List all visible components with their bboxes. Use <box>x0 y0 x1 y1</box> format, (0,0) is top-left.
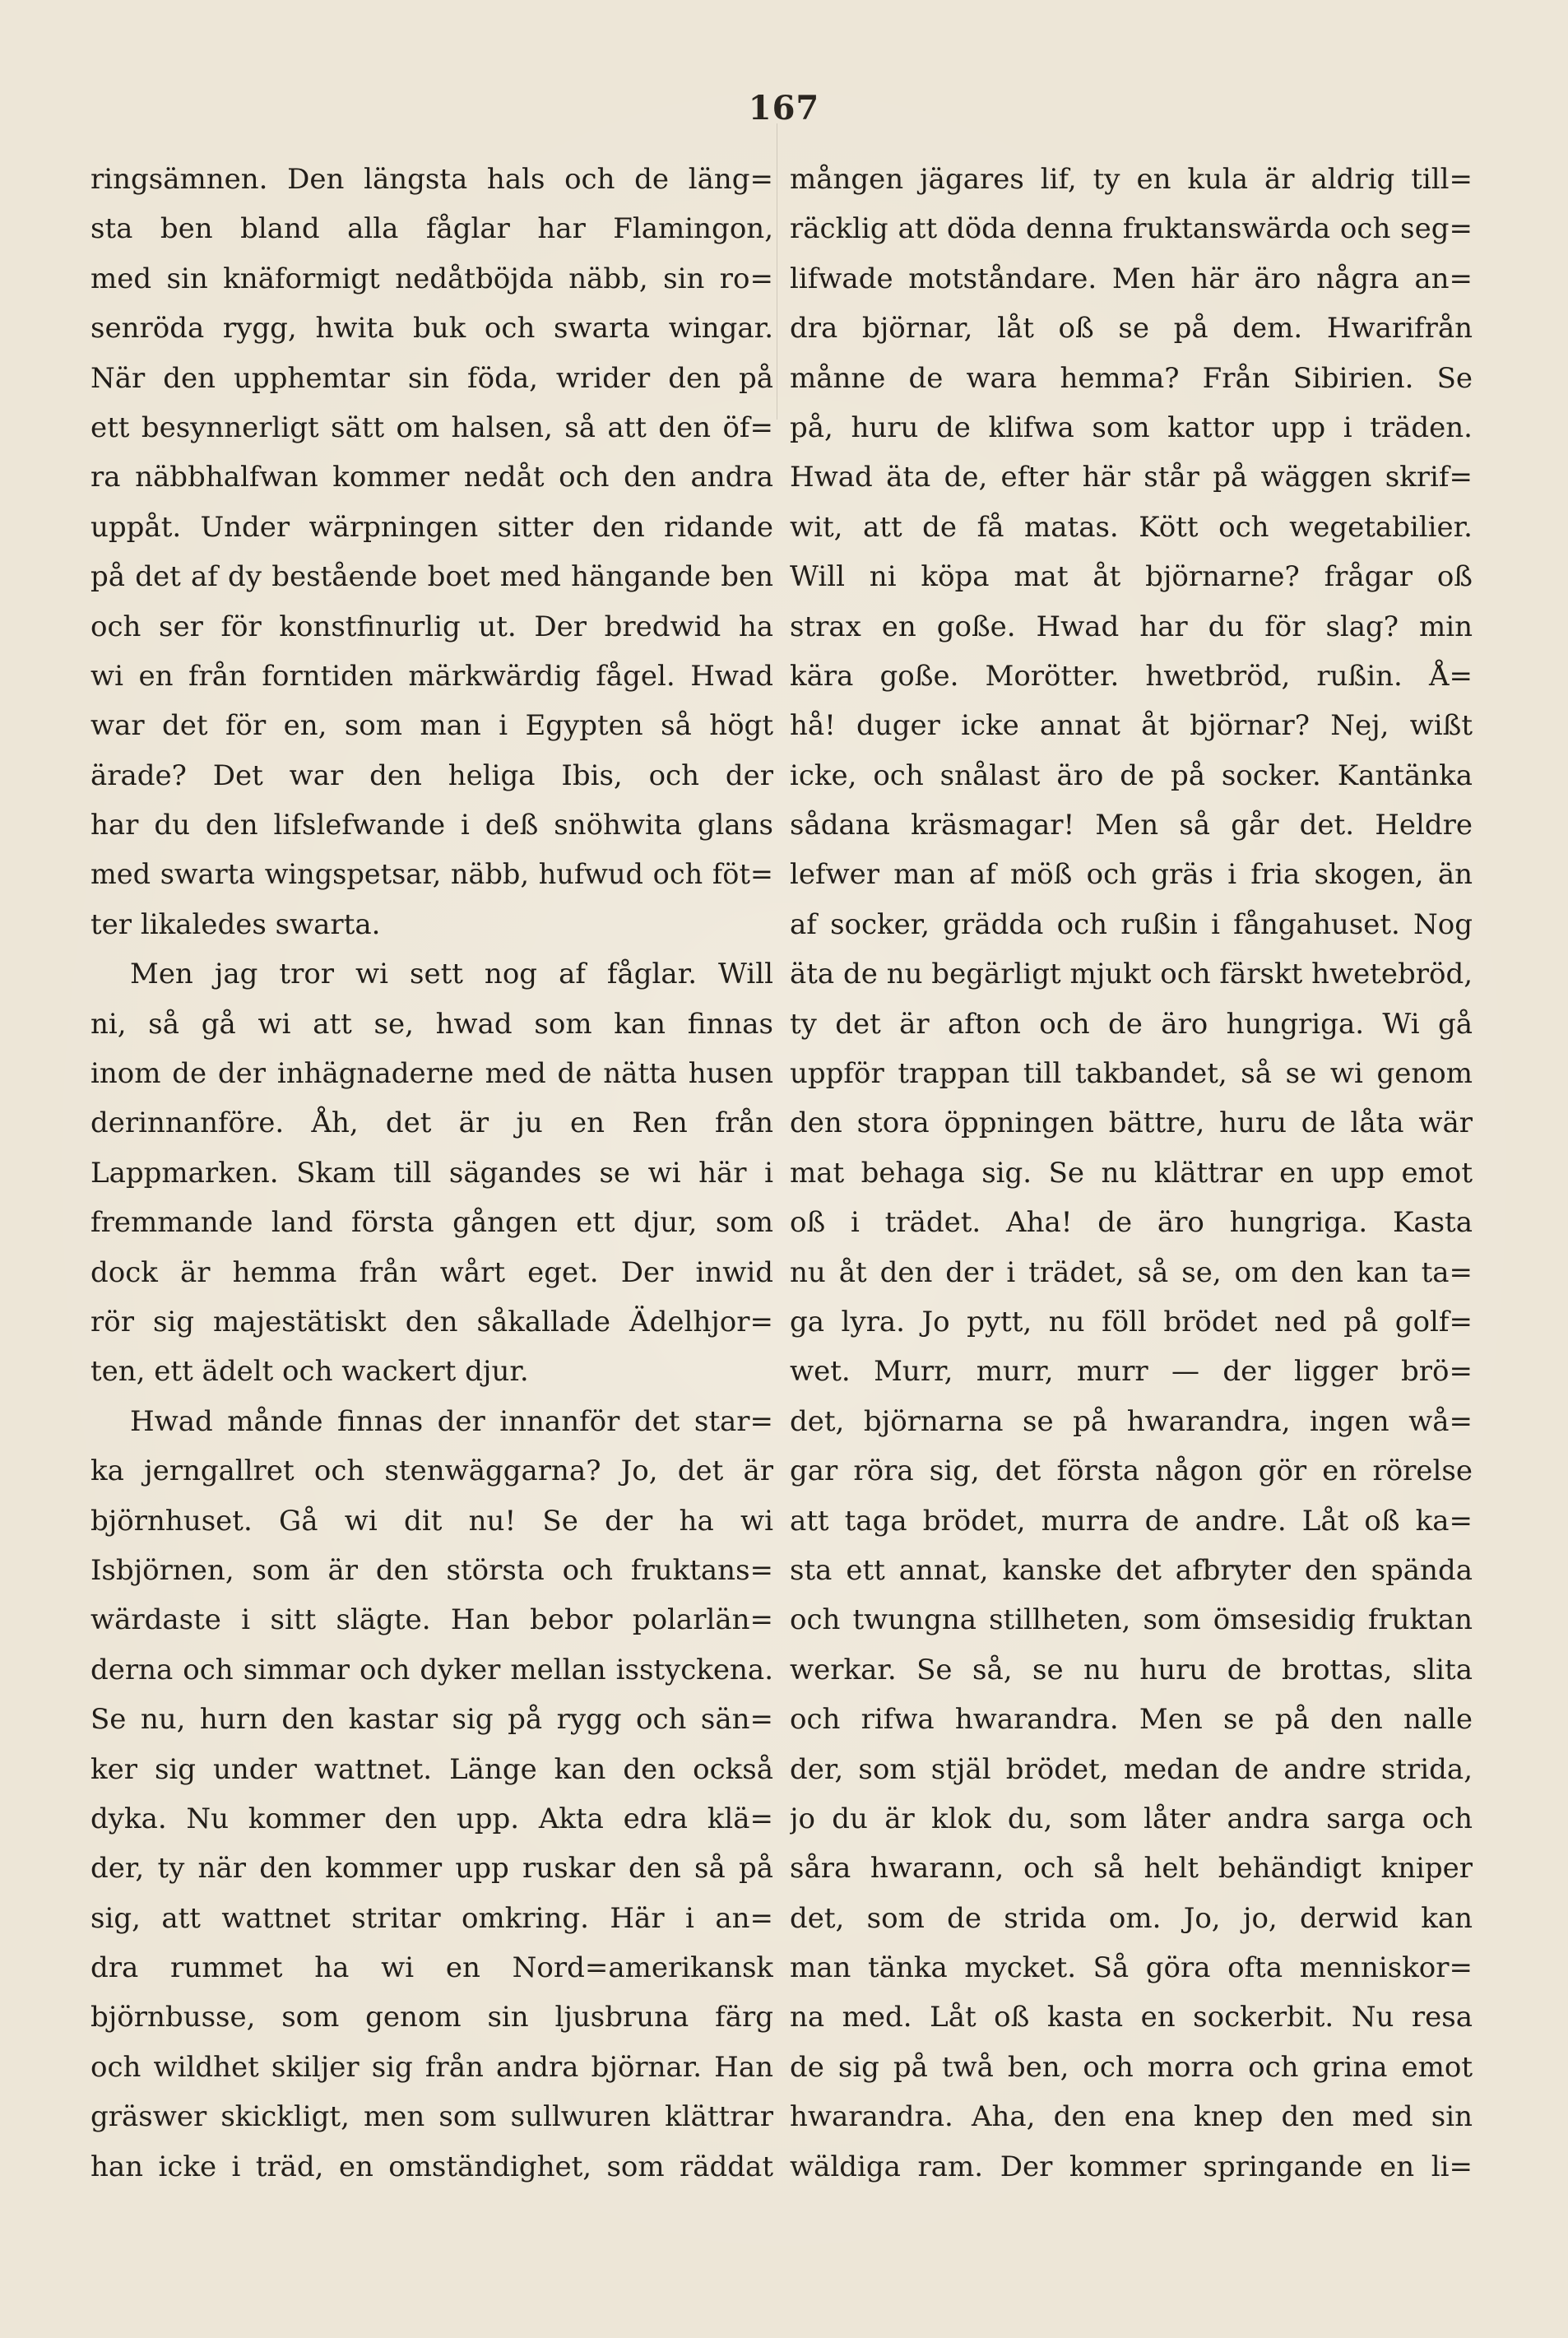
text-line: wäldiga ram. Der kommer springande en li= <box>790 2150 1473 2183</box>
text-line: lifwade motståndare. Men här äro några an= <box>790 262 1473 295</box>
text-line: wit, att de få matas. Kött och wegetabilier. <box>790 510 1473 544</box>
text-line: ten, ett ädelt och wackert djur. <box>90 1355 529 1389</box>
text-line: der, som stjäl brödet, medan de andre strida, <box>790 1752 1473 1786</box>
text-line: Hwad äta de, efter här står på wäggen skrif= <box>790 461 1473 494</box>
text-line: Lappmarken. Skam till sägandes se wi här i <box>90 1156 773 1190</box>
text-line: uppför trappan till takbandet, så se wi genom <box>790 1057 1473 1091</box>
text-line: hwarandra. Aha, den ena knep den med sin <box>790 2100 1473 2134</box>
text-line: dra björnar, låt oß se på dem. Hwarifrån <box>790 312 1473 346</box>
left-text-column <box>90 155 773 2228</box>
text-line: gar röra sig, det första någon gör en rörelse <box>790 1454 1473 1488</box>
text-line: dra rummet ha wi en Nord=amerikansk <box>90 1951 773 1985</box>
text-line: fremmande land första gången ett djur, som <box>90 1206 773 1240</box>
text-line: sig, att wattnet stritar omkring. Här i an= <box>90 1901 773 1935</box>
text-line: war det för en, som man i Egypten så högt <box>90 709 773 743</box>
text-line: äta de nu begärligt mjukt och färskt hwetebröd, <box>790 958 1473 991</box>
text-line: och twungna stillheten, som ömsesidig fruktan <box>790 1603 1473 1637</box>
text-line: strax en goße. Hwad har du för slag? min <box>790 610 1473 643</box>
text-line: sta ben bland alla fåglar har Flamingon, <box>90 212 773 246</box>
text-line: de sig på twå ben, och morra och grina emot <box>790 2050 1473 2084</box>
text-line: ker sig under wattnet. Länge kan den också <box>90 1752 773 1786</box>
text-line: na med. Låt oß kasta en sockerbit. Nu resa <box>790 2001 1473 2034</box>
text-line: wärdaste i sitt slägte. Han bebor polarlän= <box>90 1603 773 1637</box>
text-line: mången jägares lif, ty en kula är aldrig till= <box>790 163 1473 196</box>
text-line: oß i trädet. Aha! de äro hungriga. Kasta <box>790 1206 1473 1240</box>
text-line: ter likaledes swarta. <box>90 907 381 941</box>
text-line: såra hwarann, och så helt behändigt kniper <box>790 1852 1473 1886</box>
text-line: sta ett annat, kanske det afbryter den spända <box>790 1553 1473 1587</box>
text-line: hå! duger icke annat åt björnar? Nej, wißt <box>790 709 1473 743</box>
text-line: nu åt den der i trädet, så se, om den kan ta= <box>790 1255 1473 1289</box>
text-line: senröda rygg, hwita buk och swarta wingar. <box>90 312 773 346</box>
text-line: sådana kräsmagar! Men så går det. Heldre <box>790 809 1473 842</box>
text-line: den stora öppningen bättre, huru de låta wär <box>790 1106 1473 1140</box>
text-line: på det af dy bestående boet med hängande ben <box>90 560 773 594</box>
text-line: dock är hemma från wårt eget. Der inwid <box>90 1255 773 1289</box>
text-line: Will ni köpa mat åt björnarne? frågar oß <box>790 560 1473 594</box>
text-line: björnbusse, som genom sin ljusbruna färg <box>90 2001 773 2034</box>
text-line: ra näbbhalfwan kommer nedåt och den andra <box>90 461 773 494</box>
text-line: med sin knäformigt nedåtböjda näbb, sin ro= <box>90 262 773 295</box>
text-line: ka jerngallret och stenwäggarna? Jo, det är <box>90 1454 773 1488</box>
text-line: han icke i träd, en omständighet, som räddat <box>90 2150 773 2183</box>
text-line: att taga brödet, murra de andre. Låt oß ka= <box>790 1504 1473 1538</box>
text-line: Hwad månde finnas der innanför det star= <box>130 1404 773 1438</box>
text-line: dyka. Nu kommer den upp. Akta edra klä= <box>90 1802 773 1835</box>
text-line: har du den lifslefwande i deß snöhwita glans <box>90 809 773 842</box>
text-line: månne de wara hemma? Från Sibirien. Se <box>790 361 1473 395</box>
text-line: der, ty när den kommer upp ruskar den så på <box>90 1852 773 1886</box>
text-line: på, huru de klifwa som kattor upp i träden. <box>790 411 1473 444</box>
text-line: icke, och snålast äro de på socker. Kantänka <box>790 758 1473 792</box>
text-line: wet. Murr, murr, murr — der ligger brö= <box>790 1355 1473 1389</box>
text-line: och wildhet skiljer sig från andra björnar. Han <box>90 2050 773 2084</box>
text-line: mat behaga sig. Se nu klättrar en upp emot <box>790 1156 1473 1190</box>
text-line: När den upphemtar sin föda, wrider den på <box>90 361 773 395</box>
text-line: räcklig att döda denna fruktanswärda och seg= <box>790 212 1473 246</box>
text-line: ty det är afton och de äro hungriga. Wi gå <box>790 1007 1473 1041</box>
text-line: gräswer skickligt, men som sullwuren klättrar <box>90 2100 773 2134</box>
right-text-column <box>790 155 1473 2228</box>
text-line: Isbjörnen, som är den största och fruktans= <box>90 1553 773 1587</box>
text-line: rör sig majestätiskt den såkallade Ädelhjor= <box>90 1305 773 1338</box>
text-line: af socker, grädda och rußin i fångahuset. Nog <box>790 907 1473 941</box>
text-line: derinnanföre. Åh, det är ju en Ren från <box>90 1106 773 1140</box>
text-line: uppåt. Under wärpningen sitter den ridande <box>90 510 773 544</box>
text-line: ett besynnerligt sätt om halsen, så att den öf= <box>90 411 773 444</box>
text-line: ga lyra. Jo pytt, nu föll brödet ned på golf= <box>790 1305 1473 1338</box>
text-line: det, björnarna se på hwarandra, ingen wå= <box>790 1404 1473 1438</box>
text-line: det, som de strida om. Jo, jo, derwid kan <box>790 1901 1473 1935</box>
text-line: Se nu, hurn den kastar sig på rygg och sän= <box>90 1703 773 1737</box>
text-line: lefwer man af möß och gräs i fria skogen, än <box>790 858 1473 892</box>
text-line: kära goße. Morötter. hwetbröd, rußin. Å= <box>790 659 1473 693</box>
text-line: och ser för konstfinurlig ut. Der bredwid ha <box>90 610 773 643</box>
text-line: jo du är klok du, som låter andra sarga och <box>790 1802 1473 1835</box>
page-number: 167 <box>748 89 820 128</box>
text-line: Men jag tror wi sett nog af fåglar. Will <box>130 958 773 991</box>
text-line: inom de der inhägnaderne med de nätta husen <box>90 1057 773 1091</box>
text-line: derna och simmar och dyker mellan isstyckena. <box>90 1653 773 1686</box>
text-line: med swarta wingspetsar, näbb, hufwud och föt= <box>90 858 773 891</box>
text-line: ni, så gå wi att se, hwad som kan finnas <box>90 1007 773 1041</box>
text-line: och rifwa hwarandra. Men se på den nalle <box>790 1703 1473 1737</box>
text-line: ringsämnen. Den längsta hals och de läng= <box>90 163 773 196</box>
text-line: man tänka mycket. Så göra ofta menniskor= <box>790 1951 1473 1985</box>
text-line: björnhuset. Gå wi dit nu! Se der ha wi <box>90 1504 773 1538</box>
text-line: ärade? Det war den heliga Ibis, och der <box>90 758 773 792</box>
text-line: werkar. Se så, se nu huru de brottas, slita <box>790 1653 1473 1686</box>
text-line: wi en från forntiden märkwärdig fågel. Hwad <box>90 659 773 693</box>
